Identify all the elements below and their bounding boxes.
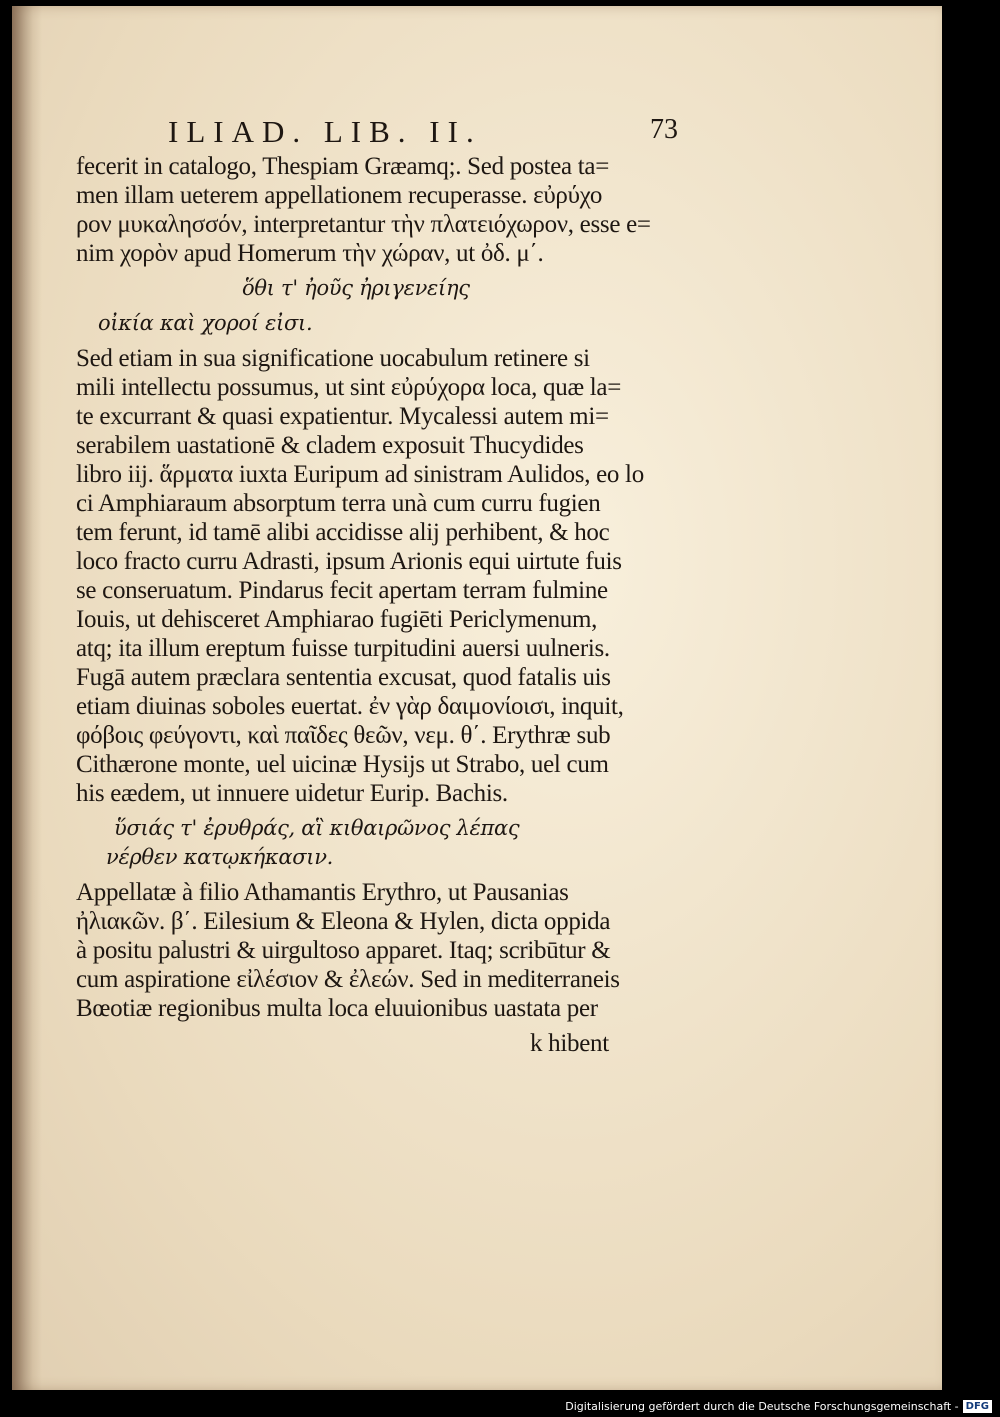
greek-verse-line: οἰκία καὶ χοροί εἰσι. — [98, 311, 313, 335]
funding-credit: Digitalisierung gefördert durch die Deutsche Forschungsgemeinschaft - — [565, 1400, 959, 1413]
text-line: loco fracto curru Adrasti, ipsum Arionis equi uirtute fuis — [76, 548, 622, 575]
running-head: ILIAD. LIB. II. — [168, 114, 482, 149]
text-line: tem ferunt, id tamē alibi accidisse alij perhibent, & hoc — [76, 519, 610, 546]
text-line: Bœotiæ regionibus multa loca eluuionibus uastata per — [76, 995, 598, 1022]
text-line: ἠλιακῶν. β΄. Eilesium & Eleona & Hylen, dicta oppida — [76, 908, 611, 935]
text-line: se conseruatum. Pindarus fecit apertam terram fulmine — [76, 577, 608, 604]
text-line: Sed etiam in sua significatione uocabulum retinere si — [76, 345, 590, 372]
text-line: ci Amphiaraum absorptum terra unà cum curru fugien — [76, 490, 601, 517]
text-line: etiam diuinas soboles euertat. ἐν γὰρ δαιμονίοισι, inquit, — [76, 693, 624, 720]
text-line: à positu palustri & uirgultoso apparet. Itaq; scribūtur & — [76, 937, 611, 964]
dfg-logo: DFG — [963, 1400, 992, 1413]
text-line: libro iij. ἅρματα iuxta Euripum ad sinistram Aulidos, eo lo — [76, 461, 644, 488]
text-line: his eædem, ut innuere uidetur Eurip. Bachis. — [76, 780, 508, 807]
catchword-line: k hibent — [530, 1030, 609, 1057]
body-text — [76, 152, 666, 1058]
text-line: te excurrant & quasi expatientur. Mycalessi autem mi= — [76, 403, 609, 430]
page-number: 73 — [650, 114, 678, 145]
greek-verse-line: νέρθεν κατῳκήκασιν. — [106, 845, 334, 869]
text-line: Appellatæ à filio Athamantis Erythro, ut Pausanias — [76, 879, 569, 906]
text-line: Iouis, ut dehisceret Amphiarao fugiēti Periclymenum, — [76, 606, 598, 633]
text-line: cum aspiratione εἰλέσιον & ἐλεών. Sed in mediterraneis — [76, 966, 620, 993]
page-header — [158, 114, 678, 154]
text-line: men illam ueterem appellationem recuperasse. εὐρύχο — [76, 182, 603, 209]
digitization-footer — [565, 1400, 992, 1413]
text-line: φόβοις φεύγοντι, καὶ παῖδες θεῶν, νεμ. θ΄. Erythræ sub — [76, 722, 611, 749]
greek-verse-line: ὅθι τ' ἠοῦς ἠριγενείης — [242, 276, 470, 300]
text-line: Cithærone monte, uel uicinæ Hysijs ut Strabo, uel cum — [76, 751, 609, 778]
greek-verse-line: ὕσιάς τ' ἐρυθράς, αἳ κιθαιρῶνος λέπας — [114, 816, 520, 840]
text-line: nim χορὸν apud Homerum τὴν χώραν, ut ὀδ. μ΄. — [76, 240, 544, 267]
text-line: Fugā autem præclara sententia excusat, quod fatalis uis — [76, 664, 611, 691]
text-line: serabilem uastationē & cladem exposuit Thucydides — [76, 432, 584, 459]
binding-gutter — [12, 6, 42, 1390]
text-line: ρον μυκαλησσόν, interpretantur τὴν πλατειόχωρον, esse e= — [76, 211, 651, 238]
text-line: fecerit in catalogo, Thespiam Græamq;. Sed postea ta= — [76, 153, 609, 180]
book-page — [12, 6, 942, 1390]
text-line: atq; ita illum ereptum fuisse turpitudini auersi uulneris. — [76, 635, 610, 662]
text-line: mili intellectu possumus, ut sint εὐρύχορα loca, quæ la= — [76, 374, 622, 401]
